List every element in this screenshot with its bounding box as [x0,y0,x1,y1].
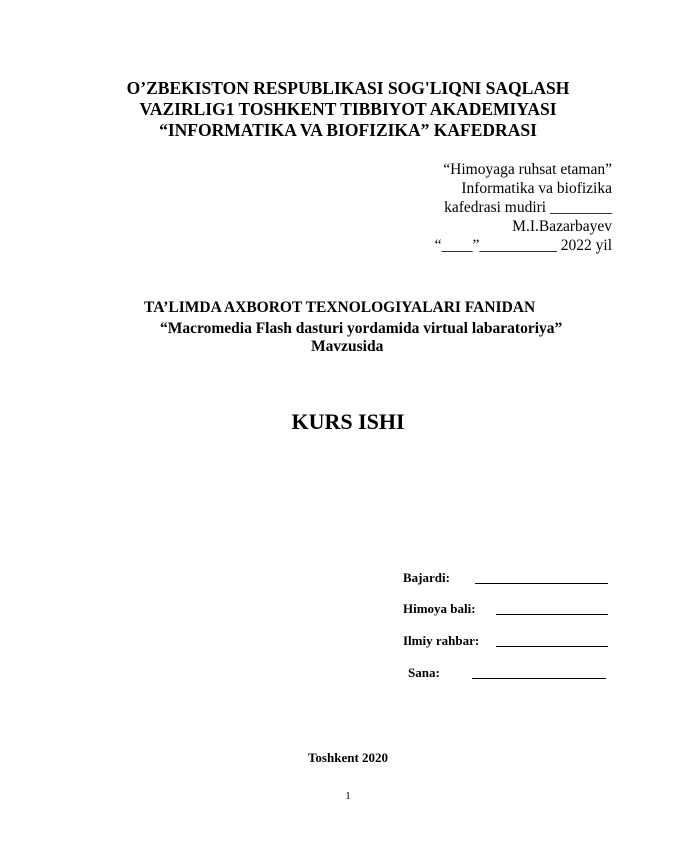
approval-line-department: Informatika va biofizika [461,180,612,197]
subject-line-course: TA’LIMDA AXBOROT TEXNOLOGIYALARI FANIDAN [144,299,536,316]
field-label-bajardi: Bajardi: [403,570,450,585]
subject-line-mavzusida: Mavzusida [311,338,384,355]
header-line-academy: VAZIRLIG1 TOSHKENT TIBBIYOT AKADEMIYASI [139,99,557,119]
approval-line-head: kafedrasi mudiri ________ [444,199,612,216]
field-label-sana: Sana: [408,665,440,680]
page-number: 1 [345,790,351,802]
approval-line-permission: “Himoyaga ruhsat etaman” [443,161,612,178]
field-label-himoya-bali: Himoya bali: [403,601,476,616]
approval-line-date: “____”__________ 2022 yil [434,237,612,254]
field-line-sana [472,678,606,679]
document-title: KURS ISHI [291,409,405,434]
header-line-ministry: O’ZBEKISTON RESPUBLIKASI SOG'LIQNI SAQLASH [126,78,570,98]
field-line-himoya-bali [496,614,608,615]
field-label-ilmiy-rahbar: Ilmiy rahbar: [403,633,480,648]
field-line-bajardi [475,583,608,584]
field-line-ilmiy-rahbar [496,646,608,647]
footer-city-year: Toshkent 2020 [307,750,389,765]
subject-line-topic: “Macromedia Flash dasturi yordamida virtual labaratoriya” [160,320,563,337]
header-line-department: “INFORMATIKA VA BIOFIZIKA” KAFEDRASI [159,120,537,140]
approval-line-name: M.I.Bazarbayev [512,218,612,235]
